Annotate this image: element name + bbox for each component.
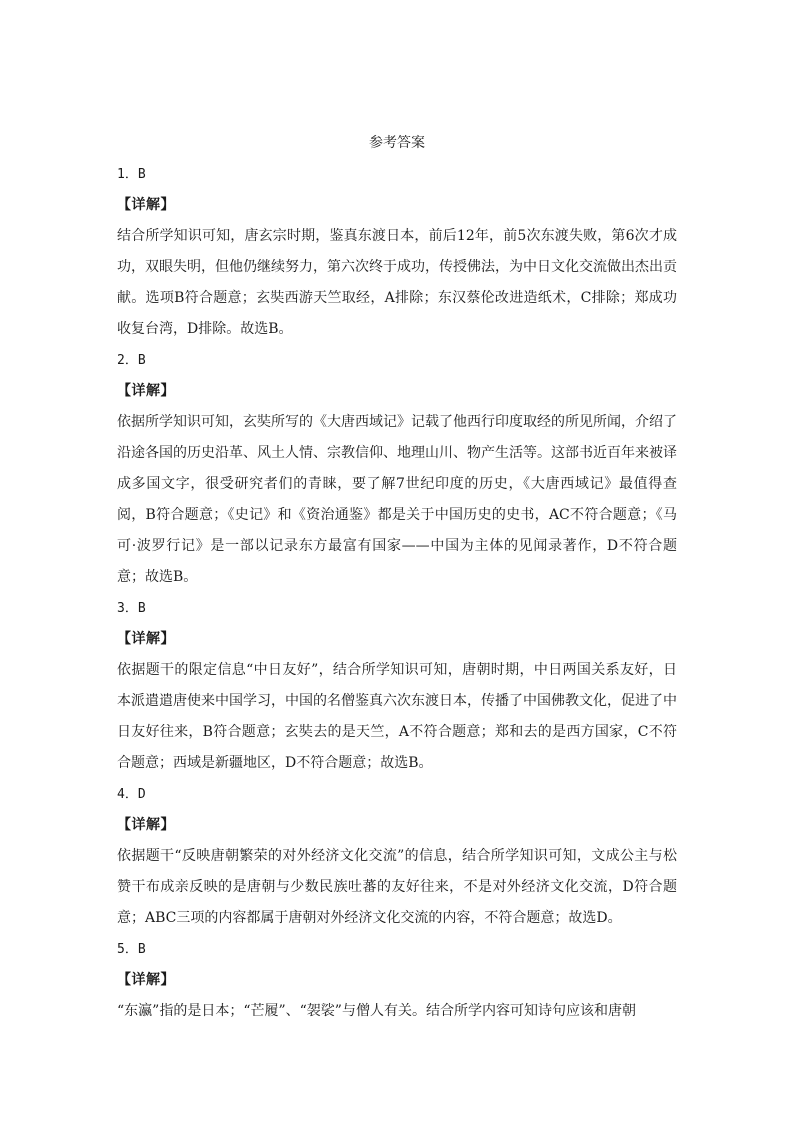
explanation-text: 结合所学知识可知，唐玄宗时期，鉴真东渡日本，前后12年，前5次东渡失败，第6次才成功，双眼失明，但他仍继续努力，第六次终于成功，传授佛法，为中日文化交流做出杰出贡献。选项B符合题意；玄奘西游天竺取经，A排除；东汉蔡伦改进造纸术，C排除；郑成功收复台湾，D排除。故选B。 (117, 228, 677, 337)
question-number: 2．B (117, 353, 146, 368)
explanation-text: 依据题干“反映唐朝繁荣的对外经济文化交流”的信息，结合所学知识可知，文成公主与松赞干布成亲反映的是唐朝与少数民族吐蕃的友好往来，不是对外经济文化交流，D符合题意；ABC三项的内容都属于唐朝对外经济文化交流的内容，不符合题意；故选D。 (117, 848, 677, 926)
explanation-tag: 【详解】 (117, 197, 175, 213)
question-number: 1．B (117, 167, 146, 182)
explanation-tag: 【详解】 (117, 972, 175, 988)
answer-item (117, 934, 677, 1027)
answer-document (117, 128, 677, 1027)
explanation-text: 依据题干的限定信息“中日友好”，结合所学知识可知，唐朝时期，中日两国关系友好，日本派遣遣唐使来中国学习，中国的名僧鉴真六次东渡日本，传播了中国佛教文化，促进了中日友好往来，B符合题意；玄奘去的是天竺，A不符合题意；郑和去的是西方国家，C不符合题意；西域是新疆地区，D不符合题意；故选B。 (117, 662, 677, 771)
question-number: 4．D (117, 787, 146, 802)
explanation-tag: 【详解】 (117, 817, 175, 833)
explanation-tag: 【详解】 (117, 631, 175, 647)
answer-item (117, 159, 677, 345)
answer-item (117, 779, 677, 934)
question-number: 3．B (117, 601, 146, 616)
question-number: 5．B (117, 942, 146, 957)
answer-item (117, 345, 677, 593)
document-title: 参考答案 (369, 135, 425, 151)
explanation-text: 依据所学知识可知，玄奘所写的《大唐西域记》记载了他西行印度取经的所见所闻，介绍了沿途各国的历史沿革、风土人情、宗教信仰、地理山川、物产生活等。这部书近百年来被译成多国文字，很受研究者们的青睐，要了解7世纪印度的历史，《大唐西域记》最值得查阅，B符合题意；《史记》和《资治通鉴》都是关于中国历史的史书，AC不符合题意；《马可·波罗行记》是一部以记录东方最富有国家——中国为主体的见闻录著作，D不符合题意；故选B。 (117, 414, 677, 585)
explanation-tag: 【详解】 (117, 383, 175, 399)
answer-item (117, 593, 677, 779)
explanation-text: “东瀛”指的是日本；“芒履”、“袈裟”与僧人有关。结合所学内容可知诗句应该和唐朝 (117, 1003, 636, 1019)
